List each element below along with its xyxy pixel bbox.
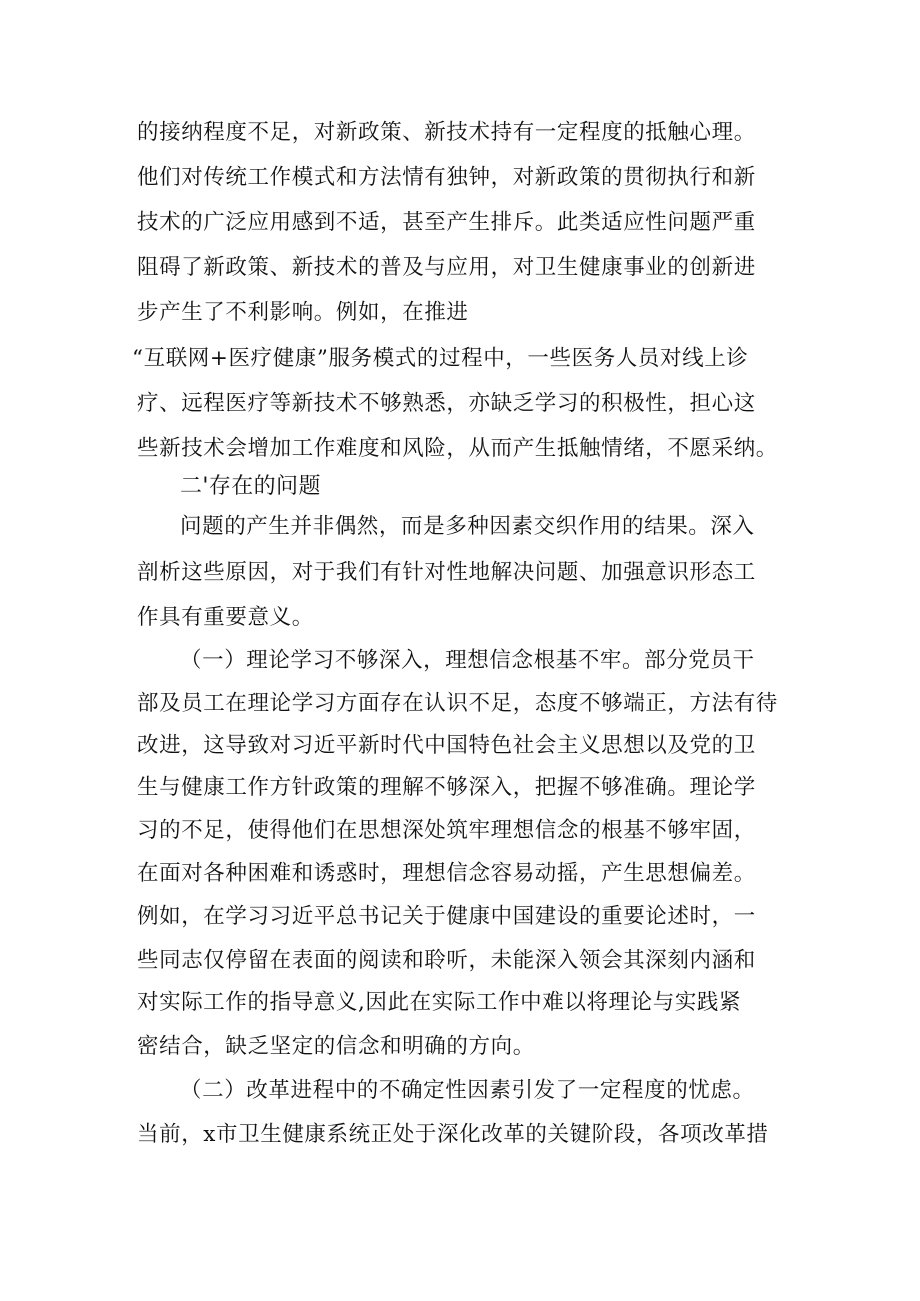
body-line: “互联网+医疗健康”服务模式的过程中，一些医务人员对线上诊	[132, 346, 749, 371]
body-line: 在面对各种困难和诱惑时，理想信念容易动摇，产生思想偏差。	[137, 861, 756, 886]
body-line: 作具有重要意义。	[137, 605, 314, 630]
body-line: 生与健康工作方针政策的理解不够深入，把握不够准确。理论学	[137, 775, 756, 800]
body-line: 改进，这导致对习近平新时代中国特色社会主义思想以及党的卫	[137, 733, 756, 758]
body-line: 剖析这些原因，对于我们有针对性地解决问题、加强意识形态工	[137, 560, 756, 585]
subsection-line: （二）改革进程中的不确定性因素引发了一定程度的忧虑。	[180, 1078, 755, 1103]
section-heading: 二'存在的问题	[180, 474, 321, 499]
body-line: 密结合，缺乏坚定的信念和明确的方向。	[137, 1034, 535, 1059]
body-line: 技术的广泛应用感到不适，甚至产生排斥。此类适应性问题严重	[137, 210, 756, 235]
body-line: 些新技术会增加工作难度和风险，从而产生抵触情绪，不愿采纳。	[137, 436, 778, 461]
body-line: 当前，x市卫生健康系统正处于深化改革的关键阶段，各项改革措	[137, 1122, 769, 1147]
body-line: 步产生了不利影响。例如，在推进	[137, 300, 469, 325]
body-line: 的接纳程度不足，对新政策、新技术持有一定程度的抵触心理。	[137, 120, 756, 145]
body-line: 阻碍了新政策、新技术的普及与应用，对卫生健康事业的创新进	[137, 255, 756, 280]
body-line: 他们对传统工作模式和方法情有独钟，对新政策的贯彻执行和新	[137, 165, 756, 190]
body-line: 习的不足，使得他们在思想深处筑牢理想信念的根基不够牢固，	[137, 818, 756, 843]
body-line: 例如，在学习习近平总书记关于健康中国建设的重要论述时，一	[137, 904, 756, 929]
body-line: 疗、远程医疗等新技术不够熟悉，亦缺乏学习的积极性，担心这	[137, 391, 756, 416]
body-line: 部及员工在理论学习方面存在认识不足，态度不够端正，方法有待	[137, 691, 778, 716]
body-line: 问题的产生并非偶然，而是多种因素交织作用的结果。深入	[180, 514, 755, 539]
body-line: 些同志仅停留在表面的阅读和聆听，未能深入领会其深刻内涵和	[137, 948, 756, 973]
body-line: 对实际工作的指导意义,因此在实际工作中难以将理论与实践紧	[137, 990, 742, 1015]
subsection-line: （一）理论学习不够深入，理想信念根基不牢。部分党员干	[180, 648, 755, 673]
